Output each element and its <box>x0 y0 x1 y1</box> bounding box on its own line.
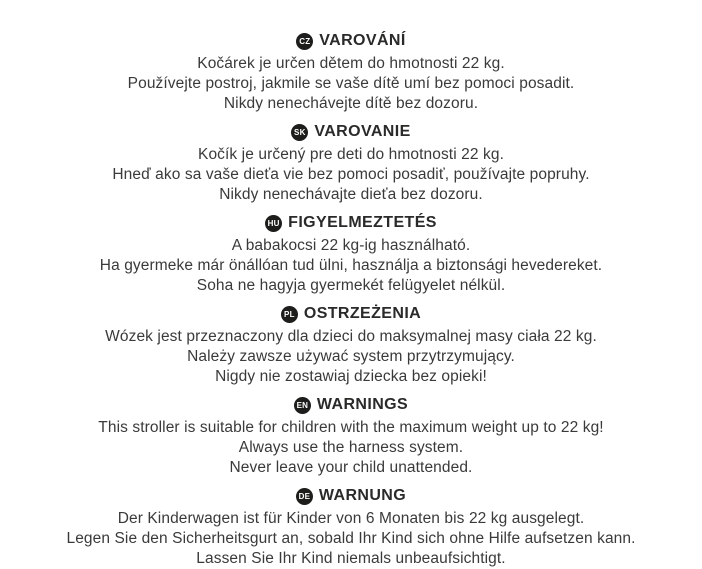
section-heading-de <box>0 486 702 506</box>
warning-line: Always use the harness system. <box>238 439 464 456</box>
warning-section-hu <box>0 213 702 296</box>
warning-line: Nigdy nie zostawiaj dziecka bez opieki! <box>215 368 487 385</box>
section-heading-sk <box>0 122 702 142</box>
warning-line: Lassen Sie Ihr Kind niemals unbeaufsichtigt. <box>196 550 506 567</box>
warning-line: A babakocsi 22 kg-ig használható. <box>231 237 471 254</box>
section-title-pl: OSTRZEŻENIA <box>303 305 422 322</box>
section-heading-hu <box>0 213 702 233</box>
lang-badge-de: DE <box>296 488 313 505</box>
section-heading-en <box>0 395 702 415</box>
warning-line: Wózek jest przeznaczony dla dzieci do maksymalnej masy ciała 22 kg. <box>105 328 597 345</box>
section-title-en: WARNINGS <box>316 396 409 413</box>
lang-badge-en: EN <box>294 397 311 414</box>
warning-line: Používejte postroj, jakmile se vaše dítě umí bez pomoci posadit. <box>127 75 575 92</box>
section-title-cz: VAROVÁNÍ <box>319 32 406 49</box>
warning-line: Der Kinderwagen ist für Kinder von 6 Monaten bis 22 kg ausgelegt. <box>117 510 585 527</box>
warning-section-pl <box>0 304 702 387</box>
section-title-de: WARNUNG <box>318 487 407 504</box>
warning-line: Nikdy nenechávajte dieťa bez dozoru. <box>219 186 483 203</box>
section-title-sk: VAROVANIE <box>314 123 411 140</box>
warning-line: Hneď ako sa vaše dieťa vie bez pomoci posadiť, používajte popruhy. <box>112 166 590 183</box>
warning-section-en <box>0 395 702 478</box>
warning-line: Legen Sie den Sicherheitsgurt an, sobald Ihr Kind sich ohne Hilfe aufsetzen kann. <box>66 530 636 547</box>
lang-badge-hu: HU <box>265 215 282 232</box>
lang-badge-cz: CZ <box>296 33 313 50</box>
section-heading-cz <box>0 31 702 51</box>
section-heading-pl <box>0 304 702 324</box>
warning-line: Nikdy nenechávejte dítě bez dozoru. <box>223 95 479 112</box>
warning-section-de <box>0 486 702 569</box>
warning-line: Należy zawsze używać system przytrzymujący. <box>187 348 515 365</box>
warning-line: Never leave your child unattended. <box>229 459 473 476</box>
warning-line: This stroller is suitable for children with the maximum weight up to 22 kg! <box>98 419 604 436</box>
warning-line: Kočárek je určen dětem do hmotnosti 22 kg. <box>197 55 505 72</box>
warning-line: Kočík je určený pre deti do hmotnosti 22 kg. <box>198 146 504 163</box>
warning-line: Soha ne hagyja gyermekét felügyelet nélkül. <box>196 277 506 294</box>
lang-badge-sk: SK <box>291 124 308 141</box>
warning-section-sk <box>0 122 702 205</box>
lang-badge-pl: PL <box>281 306 298 323</box>
warning-line: Ha gyermeke már önállóan tud ülni, használja a biztonsági hevedereket. <box>99 257 603 274</box>
section-title-hu: FIGYELMEZTETÉS <box>288 214 437 231</box>
warning-section-cz <box>0 31 702 114</box>
